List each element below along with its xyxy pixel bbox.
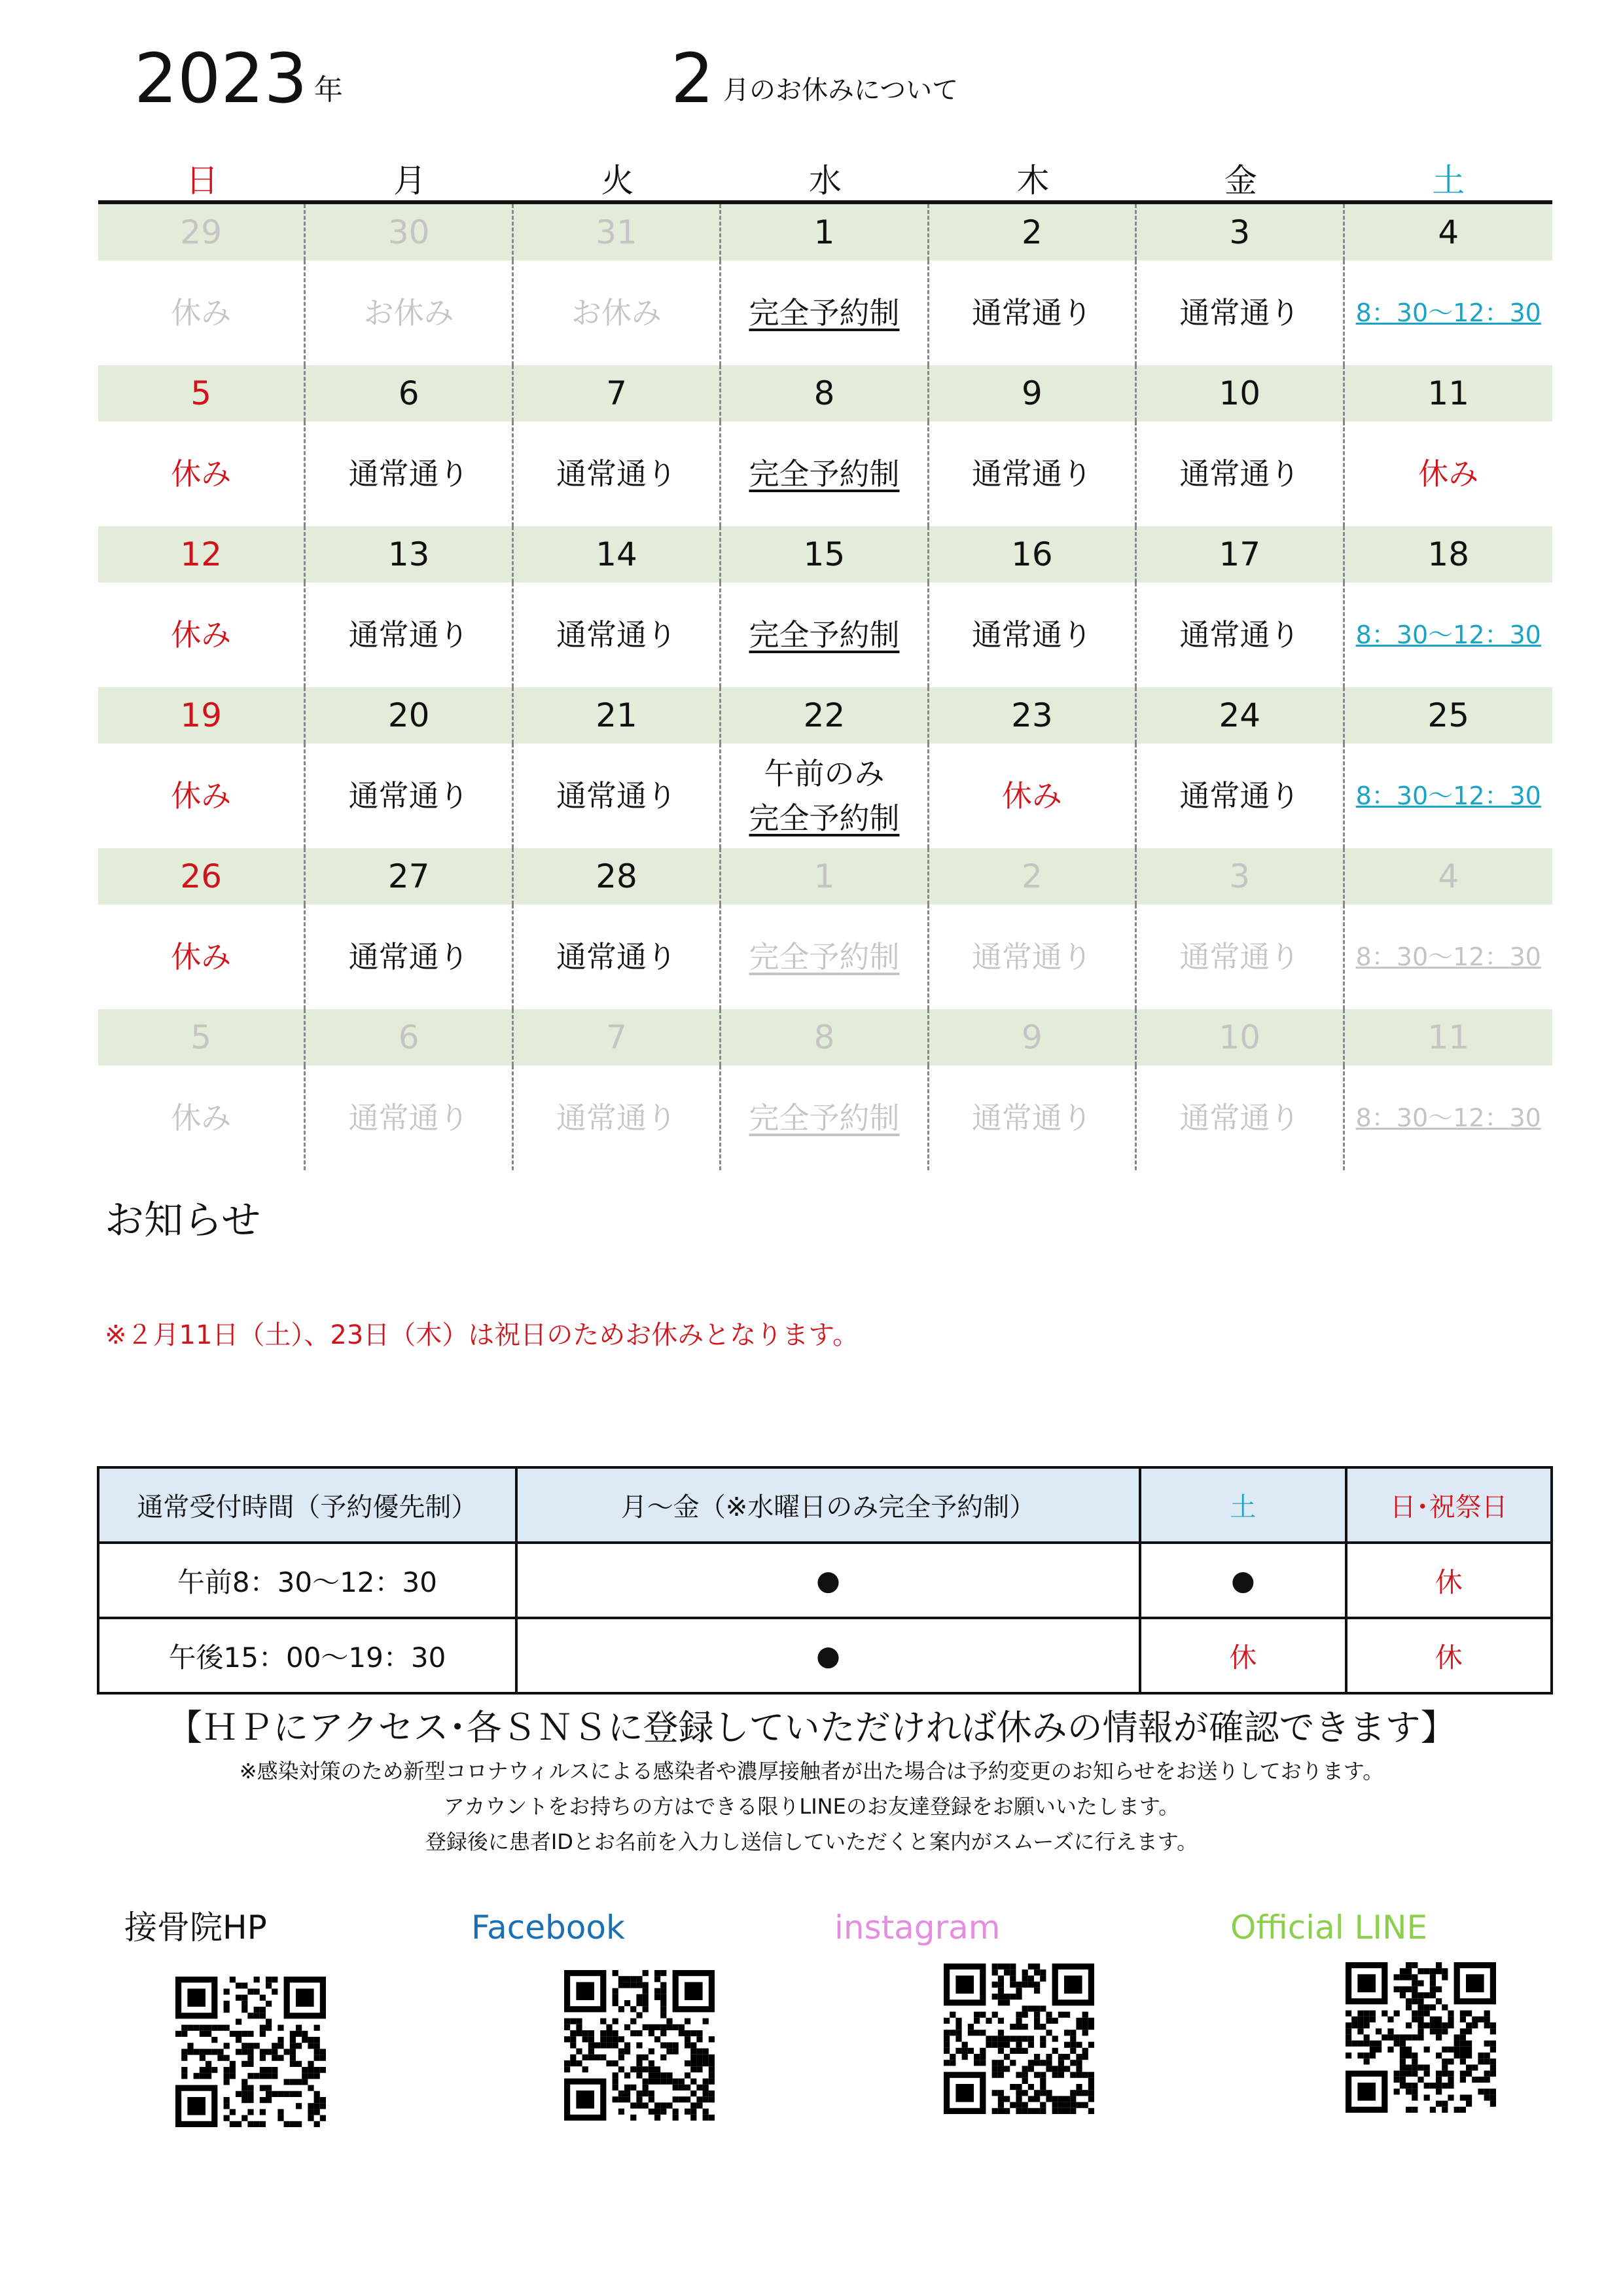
date-row bbox=[98, 1009, 1552, 1066]
hours-am-sun: 休 bbox=[1346, 1543, 1552, 1618]
calendar-week bbox=[98, 365, 1552, 526]
calendar-date: 4 bbox=[1438, 213, 1459, 251]
calendar-date: 25 bbox=[1427, 696, 1470, 734]
footer-note-1: ※感染対策のため新型コロナウィルスによる感染者や濃厚接触者が出た場合は予約変更のお知らせをお送りしております。 bbox=[239, 1759, 1384, 1784]
calendar-date: 26 bbox=[98, 848, 306, 905]
calendar-status-text: 完全予約制 bbox=[749, 295, 900, 331]
calendar-date: 7 bbox=[514, 365, 721, 422]
calendar-status bbox=[306, 905, 513, 1009]
weekday-tue: 火 bbox=[601, 162, 634, 200]
calendar-status-text: 通常通り bbox=[348, 456, 469, 492]
calendar-status bbox=[721, 905, 929, 1009]
qr-code-instagram-icon[interactable] bbox=[944, 1964, 1094, 2114]
calendar-status bbox=[929, 422, 1137, 526]
qr-code-hp-icon[interactable] bbox=[175, 1977, 326, 2127]
calendar-status-text: 休み bbox=[171, 1100, 232, 1136]
calendar-status-text: 完全予約制 bbox=[749, 939, 900, 975]
hours-pm-weekday: ● bbox=[516, 1618, 1140, 1693]
calendar-status-text: 完全予約制 bbox=[749, 617, 900, 653]
qr-code-facebook-icon[interactable] bbox=[564, 1970, 715, 2121]
status-row bbox=[98, 1066, 1552, 1170]
calendar-status-text: 休み bbox=[171, 456, 232, 492]
calendar-status bbox=[514, 1066, 721, 1170]
calendar-status-text: 通常通り bbox=[971, 456, 1092, 492]
year: 2023 bbox=[134, 39, 308, 118]
calendar-status-text: 完全予約制 bbox=[749, 456, 900, 492]
calendar-status-text: 完全予約制 bbox=[749, 1100, 900, 1136]
calendar-status-text: 通常通り bbox=[556, 617, 677, 653]
qr-label-hp: 接骨院HP bbox=[124, 1909, 267, 1946]
hours-row-am bbox=[98, 1543, 1552, 1618]
weekday-sun: 日 bbox=[185, 162, 219, 200]
status-row bbox=[98, 744, 1552, 848]
calendar-date: 3 bbox=[1137, 848, 1344, 905]
calendar-status bbox=[929, 744, 1137, 848]
calendar-status bbox=[1345, 260, 1552, 365]
calendar-status bbox=[514, 260, 721, 365]
calendar-status bbox=[1137, 583, 1344, 687]
calendar-status bbox=[929, 905, 1137, 1009]
calendar-status-text: 通常通り bbox=[348, 778, 469, 814]
hours-header-weekday: 月～金（※水曜日のみ完全予約制） bbox=[516, 1467, 1140, 1543]
calendar-status-text: 休み bbox=[171, 295, 232, 331]
hours-header-row bbox=[98, 1467, 1552, 1543]
calendar-status-text: 8：30～12：30 bbox=[1355, 781, 1541, 810]
calendar-status bbox=[514, 905, 721, 1009]
calendar-status-text: 通常通り bbox=[348, 617, 469, 653]
calendar bbox=[98, 157, 1552, 1170]
hours-header-sun: 日･祝祭日 bbox=[1346, 1467, 1552, 1543]
qr-code-line-icon[interactable] bbox=[1346, 1962, 1496, 2113]
calendar-status-text: 通常通り bbox=[1179, 1100, 1300, 1136]
weekday-wed: 水 bbox=[808, 162, 842, 200]
calendar-status-text: 休み bbox=[171, 617, 232, 653]
calendar-status-text: お休み bbox=[363, 295, 454, 331]
calendar-date: 8 bbox=[721, 365, 929, 422]
calendar-status bbox=[1345, 1066, 1552, 1170]
year-suffix: 年 bbox=[314, 73, 343, 107]
calendar-date: 4 bbox=[1438, 857, 1459, 895]
date-row bbox=[98, 687, 1552, 744]
calendar-status bbox=[514, 422, 721, 526]
calendar-status bbox=[306, 422, 513, 526]
calendar-status-text: 8：30～12：30 bbox=[1355, 298, 1541, 327]
calendar-date: 9 bbox=[929, 365, 1137, 422]
weekday-mon: 月 bbox=[393, 162, 427, 200]
calendar-date: 28 bbox=[514, 848, 721, 905]
status-row bbox=[98, 905, 1552, 1009]
calendar-status-text: 通常通り bbox=[1179, 456, 1300, 492]
calendar-date: 6 bbox=[306, 1009, 513, 1066]
hours-pm-sun: 休 bbox=[1346, 1618, 1552, 1693]
calendar-status-text: 通常通り bbox=[971, 1100, 1092, 1136]
calendar-status-text: 休み bbox=[1001, 778, 1062, 814]
calendar-status-text: 8：30～12：30 bbox=[1355, 1103, 1541, 1132]
calendar-status-text: 通常通り bbox=[348, 939, 469, 975]
calendar-status bbox=[1345, 583, 1552, 687]
hours-header-sat: 土 bbox=[1140, 1467, 1346, 1543]
month-title: 月のお休みについて bbox=[723, 75, 959, 105]
calendar-date: 19 bbox=[98, 687, 306, 744]
calendar-date: 11 bbox=[1427, 1018, 1470, 1056]
calendar-date: 22 bbox=[721, 687, 929, 744]
calendar-status bbox=[1137, 260, 1344, 365]
calendar-status bbox=[306, 583, 513, 687]
footer-note-3: 登録後に患者IDとお名前を入力し送信していただくと案内がスムーズに行えます。 bbox=[425, 1829, 1198, 1854]
calendar-status bbox=[306, 1066, 513, 1170]
calendar-date: 2 bbox=[929, 204, 1137, 260]
hours-am-weekday: ● bbox=[516, 1543, 1140, 1618]
calendar-status bbox=[306, 744, 513, 848]
calendar-status-text: 通常通り bbox=[1179, 295, 1300, 331]
date-row bbox=[98, 848, 1552, 905]
month: 2 bbox=[671, 39, 715, 118]
calendar-status bbox=[721, 583, 929, 687]
calendar-week bbox=[98, 1009, 1552, 1170]
hours-header-time: 通常受付時間（予約優先制） bbox=[98, 1467, 516, 1543]
calendar-status-text: お休み bbox=[571, 295, 662, 331]
calendar-status-text: 通常通り bbox=[1179, 617, 1300, 653]
calendar-date: 18 bbox=[1427, 535, 1470, 573]
calendar-week bbox=[98, 848, 1552, 1009]
calendar-status bbox=[1137, 744, 1344, 848]
hours-pm-time: 午後15：00～19：30 bbox=[98, 1618, 516, 1693]
calendar-date: 23 bbox=[929, 687, 1137, 744]
hours-am-sat: ● bbox=[1140, 1543, 1346, 1618]
calendar-date: 13 bbox=[306, 526, 513, 583]
calendar-date: 8 bbox=[721, 1009, 929, 1066]
calendar-status bbox=[98, 744, 306, 848]
status-row bbox=[98, 422, 1552, 526]
calendar-status bbox=[98, 422, 306, 526]
calendar-status-text: 通常通り bbox=[556, 778, 677, 814]
hours-row-pm bbox=[98, 1618, 1552, 1693]
qr-label-instagram: instagram bbox=[834, 1909, 1001, 1946]
calendar-status bbox=[98, 583, 306, 687]
calendar-status bbox=[98, 260, 306, 365]
date-row bbox=[98, 526, 1552, 583]
notice-title: お知らせ bbox=[105, 1198, 261, 1244]
footer-note-2: アカウントをお持ちの方はできる限りLINEのお友達登録をお願いいたします。 bbox=[443, 1794, 1180, 1819]
calendar-date: 6 bbox=[306, 365, 513, 422]
weekday-header bbox=[98, 157, 1552, 204]
weekday-fri: 金 bbox=[1224, 162, 1257, 200]
calendar-status bbox=[1137, 422, 1344, 526]
calendar-status bbox=[721, 422, 929, 526]
calendar-status-text: 通常通り bbox=[971, 617, 1092, 653]
calendar-date: 14 bbox=[514, 526, 721, 583]
date-row bbox=[98, 204, 1552, 260]
page-header bbox=[134, 39, 1508, 124]
calendar-week bbox=[98, 204, 1552, 365]
qr-label-line: Official LINE bbox=[1230, 1909, 1428, 1946]
calendar-status-text: 通常通り bbox=[971, 295, 1092, 331]
calendar-date: 27 bbox=[306, 848, 513, 905]
calendar-date: 11 bbox=[1427, 374, 1470, 412]
calendar-status-text: 休み bbox=[171, 778, 232, 814]
calendar-date: 24 bbox=[1137, 687, 1344, 744]
calendar-status bbox=[929, 260, 1137, 365]
calendar-status-text: 休み bbox=[171, 939, 232, 975]
calendar-date: 5 bbox=[98, 1009, 306, 1066]
calendar-date: 29 bbox=[98, 204, 306, 260]
calendar-date: 2 bbox=[929, 848, 1137, 905]
calendar-status bbox=[306, 260, 513, 365]
calendar-status bbox=[1345, 422, 1552, 526]
calendar-status-text: 通常通り bbox=[348, 1100, 469, 1136]
calendar-status-text: 休み bbox=[1418, 456, 1479, 492]
calendar-date: 16 bbox=[929, 526, 1137, 583]
status-row bbox=[98, 260, 1552, 365]
calendar-status-text: 8：30～12：30 bbox=[1355, 620, 1541, 649]
calendar-date: 30 bbox=[306, 204, 513, 260]
calendar-status-text: 通常通り bbox=[556, 939, 677, 975]
date-row bbox=[98, 365, 1552, 422]
calendar-week bbox=[98, 687, 1552, 848]
calendar-date: 10 bbox=[1137, 1009, 1344, 1066]
hours-am-time: 午前8：30～12：30 bbox=[98, 1543, 516, 1618]
calendar-status-text: 完全予約制 bbox=[749, 800, 900, 836]
weekday-thu: 木 bbox=[1016, 162, 1050, 200]
status-row bbox=[98, 583, 1552, 687]
calendar-status bbox=[1137, 905, 1344, 1009]
calendar-status-text: 通常通り bbox=[556, 456, 677, 492]
calendar-status-text: 8：30～12：30 bbox=[1355, 942, 1541, 971]
calendar-weeks bbox=[98, 204, 1552, 1170]
calendar-date: 1 bbox=[721, 848, 929, 905]
calendar-status-text: 通常通り bbox=[971, 939, 1092, 975]
calendar-status bbox=[1137, 1066, 1344, 1170]
hours-pm-sat: 休 bbox=[1140, 1618, 1346, 1693]
calendar-status bbox=[98, 1066, 306, 1170]
calendar-date: 12 bbox=[98, 526, 306, 583]
calendar-status bbox=[721, 260, 929, 365]
calendar-date: 10 bbox=[1137, 365, 1344, 422]
calendar-date: 17 bbox=[1137, 526, 1344, 583]
calendar-date: 15 bbox=[721, 526, 929, 583]
calendar-status bbox=[721, 1066, 929, 1170]
hours-table bbox=[97, 1466, 1553, 1695]
calendar-date: 3 bbox=[1137, 204, 1344, 260]
calendar-date: 21 bbox=[514, 687, 721, 744]
calendar-status bbox=[514, 744, 721, 848]
calendar-status bbox=[98, 905, 306, 1009]
calendar-status bbox=[929, 583, 1137, 687]
calendar-status bbox=[514, 583, 721, 687]
calendar-date: 20 bbox=[306, 687, 513, 744]
calendar-status-text: 通常通り bbox=[1179, 778, 1300, 814]
weekday-sat: 土 bbox=[1432, 162, 1465, 200]
calendar-status bbox=[929, 1066, 1137, 1170]
calendar-status bbox=[721, 744, 929, 848]
calendar-status-text: 通常通り bbox=[1179, 939, 1300, 975]
qr-label-facebook: Facebook bbox=[471, 1909, 625, 1946]
calendar-date: 1 bbox=[721, 204, 929, 260]
calendar-status-text: 午前のみ bbox=[764, 756, 885, 791]
calendar-date: 5 bbox=[98, 365, 306, 422]
calendar-date: 9 bbox=[929, 1009, 1137, 1066]
calendar-status bbox=[1345, 744, 1552, 848]
sns-headline: 【ＨＰにアクセス･各ＳＮＳに登録していただければ休みの情報が確認できます】 bbox=[167, 1707, 1456, 1748]
calendar-status bbox=[1345, 905, 1552, 1009]
notice-text: ※２月11日（土）、23日（木）は祝日のためお休みとなります。 bbox=[105, 1320, 859, 1350]
calendar-status-text: 通常通り bbox=[556, 1100, 677, 1136]
calendar-week bbox=[98, 526, 1552, 687]
calendar-date: 7 bbox=[514, 1009, 721, 1066]
calendar-date: 31 bbox=[514, 204, 721, 260]
